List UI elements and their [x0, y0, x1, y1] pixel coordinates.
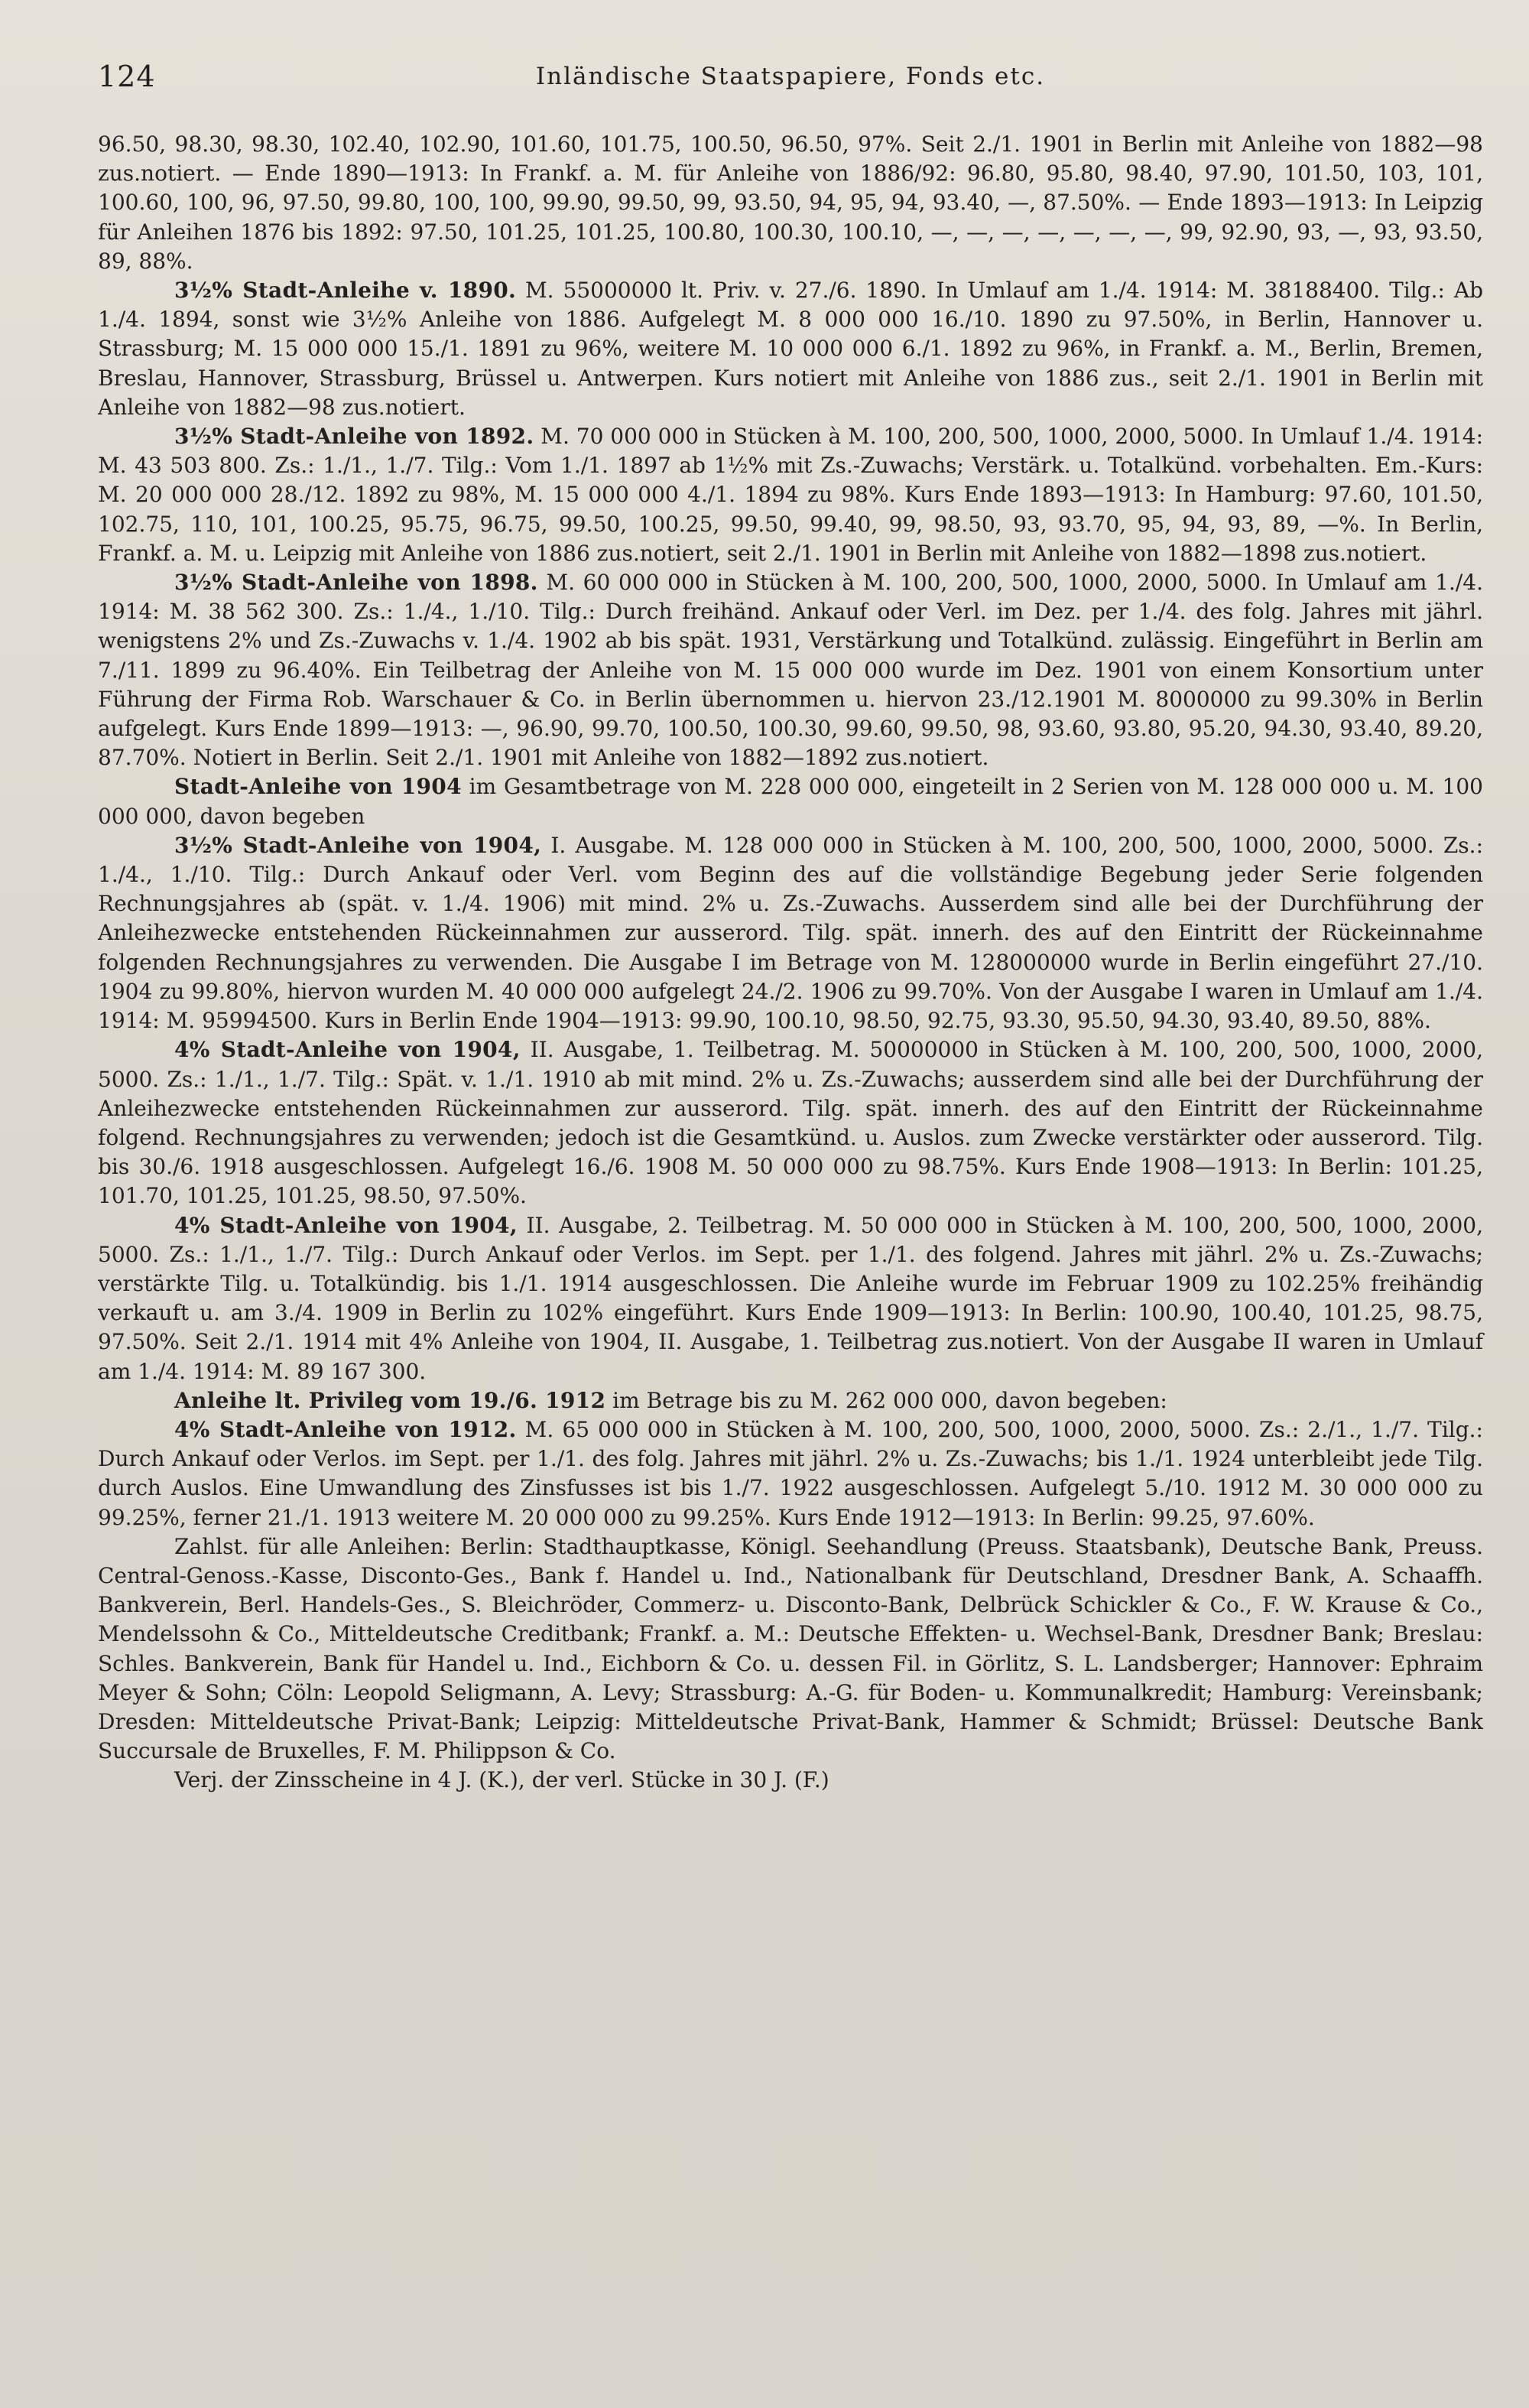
- bond-heading: 4% Stadt-Anleihe von 1912.: [174, 1416, 517, 1442]
- paragraph-text: M. 65 000 000 in Stücken à M. 100, 200, 500, 1000, 2000, 5000. Zs.: 2./1., 1./7. Tilg.: Durch Ankauf oder Verlos. im Sept. per 1./1. des folg. Jahres mit jährl. 2% u. Zs.-Zuwachs; bis 1./1. 1924 unterbleibt jede Tilg. durch Auslos. Eine Umwandlung des Zinsfusses ist bis 1./7. 1922 ausgeschlossen. Aufgelegt 5./10. 1912 M. 30 000 000 zu 99.25%, ferner 21./1. 1913 weitere M. 20 000 000 zu 99.25%. Kurs Ende 1912—1913: In Berlin: 99.25, 97.60%.: [98, 1416, 1483, 1530]
- bond-heading: 3½% Stadt-Anleihe von 1904,: [174, 832, 542, 858]
- paragraph: [98, 276, 1483, 422]
- paragraph: [98, 1211, 1483, 1386]
- bond-heading: 4% Stadt-Anleihe von 1904,: [174, 1212, 518, 1238]
- paragraph: [98, 831, 1483, 1035]
- paragraph-text: M. 55000000 lt. Priv. v. 27./6. 1890. In Umlauf am 1./4. 1914: M. 38188400. Tilg.: Ab 1./4. 1894, sonst wie 3½% Anleihe von 1886. Aufgelegt M. 8 000 000 16./10. 1890 zu 97.50%, in Berlin, Hannover u. Strassburg; M. 15 000 000 15./1. 1891 zu 96%, weitere M. 10 000 000 6./1. 1892 zu 96%, in Frankf. a. M., Berlin, Bremen, Breslau, Hannover, Strassburg, Brüssel u. Antwerpen. Kurs notiert mit Anleihe von 1886 zus., seit 2./1. 1901 in Berlin mit Anleihe von 1882—98 zus.notiert.: [98, 278, 1483, 420]
- paragraph: [98, 1035, 1483, 1210]
- paragraph-text: M. 60 000 000 in Stücken à M. 100, 200, 500, 1000, 2000, 5000. In Umlauf am 1./4. 1914: M. 38 562 300. Zs.: 1./4., 1./10. Tilg.: Durch freihänd. Ankauf oder Verl. im Dez. per 1./4. des folg. Jahres mit jährl. wenigstens 2% und Zs.-Zuwachs v. 1./4. 1902 ab bis spät. 1931, Verstärkung und Totalkünd. zulässig. Eingeführt in Berlin am 7./11. 1899 zu 96.40%. Ein Teilbetrag der Anleihe von M. 15 000 000 wurde im Dez. 1901 von einem Konsortium unter Führung der Firma Rob. Warschauer & Co. in Berlin übernommen u. hiervon 23./12.1901 M. 8000000 zu 99.30% in Berlin aufgelegt. Kurs Ende 1899—1913: —, 96.90, 99.70, 100.50, 100.30, 99.60, 99.50, 98, 93.60, 93.80, 95.20, 94.30, 93.40, 89.20, 87.70%. Notiert in Berlin. Seit 2./1. 1901 mit Anleihe von 1882—1892 zus.notiert.: [98, 570, 1484, 771]
- paragraph-text: im Gesamtbetrage von M. 228 000 000, eingeteilt in 2 Serien von M. 128 000 000 u. M. 100 000 000, davon begeben: [98, 774, 1483, 829]
- bond-heading: 3½% Stadt-Anleihe von 1892.: [174, 424, 534, 450]
- paragraph-text: I. Ausgabe. M. 128 000 000 in Stücken à M. 100, 200, 500, 1000, 2000, 5000. Zs.: 1./4., 1./10. Tilg.: Durch Ankauf oder Verl. vom Beginn des auf die vollständige Begebung jeder Serie folgenden Rechnungsjahres ab (spät. v. 1./4. 1906) mit mind. 2% u. Zs.-Zuwachs. Ausserdem sind alle bei der Durchführung der Anleihezwecke entstehenden Rückeinnahmen zur ausserord. Tilg. spät. innerh. des auf den Eintritt der Rückeinnahme folgenden Rechnungsjahres zu verwenden. Die Ausgabe I im Betrage von M. 128000000 wurde in Berlin eingeführt 27./10. 1904 zu 99.80%, hiervon wurden M. 40 000 000 aufgelegt 24./2. 1906 zu 99.70%. Von der Ausgabe I waren in Umlauf am 1./4. 1914: M. 95994500. Kurs in Berlin Ende 1904—1913: 99.90, 100.10, 98.50, 92.75, 93.30, 95.50, 94.30, 93.40, 89.50, 88%.: [98, 832, 1484, 1034]
- paragraph: [98, 1386, 1483, 1415]
- paragraph-text: II. Ausgabe, 2. Teilbetrag. M. 50 000 000 in Stücken à M. 100, 200, 500, 1000, 2000, 5000. Zs.: 1./1., 1./7. Tilg.: Durch Ankauf oder Verlos. im Sept. per 1./1. des folgend. Jahres mit jährl. 2% u. Zs.-Zuwachs; verstärkte Tilg. u. Totalkündig. bis 1./1. 1914 ausgeschlossen. Die Anleihe wurde im Februar 1909 zu 102.25% freihändig verkauft u. am 3./4. 1909 in Berlin zu 102% eingeführt. Kurs Ende 1909—1913: In Berlin: 100.90, 100.40, 101.25, 98.75, 97.50%. Seit 2./1. 1914 mit 4% Anleihe von 1904, II. Ausgabe, 1. Teilbetrag zus.notiert. Von der Ausgabe II waren in Umlauf am 1./4. 1914: M. 89 167 300.: [98, 1212, 1484, 1384]
- paragraph-text: im Betrage bis zu M. 262 000 000, davon begeben:: [605, 1387, 1167, 1413]
- paragraph: [98, 568, 1483, 772]
- paragraph: [98, 422, 1483, 568]
- bond-heading: 3½% Stadt-Anleihe v. 1890.: [174, 278, 517, 304]
- page-number: 124: [98, 60, 156, 93]
- bond-heading: Anleihe lt. Privileg vom 19./6. 1912: [174, 1387, 606, 1413]
- paragraph: [98, 1532, 1483, 1766]
- paragraph-text: M. 70 000 000 in Stücken à M. 100, 200, 500, 1000, 2000, 5000. In Umlauf 1./4. 1914: M. 43 503 800. Zs.: 1./1., 1./7. Tilg.: Vom 1./1. 1897 ab 1½% mit Zs.-Zuwachs; Verstärk. u. Totalkünd. vorbehalten. Em.-Kurs: M. 20 000 000 28./12. 1892 zu 98%, M. 15 000 000 4./1. 1894 zu 98%. Kurs Ende 1893—1913: In Hamburg: 97.60, 101.50, 102.75, 110, 101, 100.25, 95.75, 96.75, 99.50, 100.25, 99.50, 99.40, 99, 98.50, 93, 93.70, 95, 94, 93, 89, —%. In Berlin, Frankf. a. M. u. Leipzig mit Anleihe von 1886 zus.notiert, seit 2./1. 1901 in Berlin mit Anleihe von 1882—1898 zus.notiert.: [98, 424, 1484, 566]
- paragraph-text: Verj. der Zinsscheine in 4 J. (K.), der verl. Stücke in 30 J. (F.): [174, 1767, 829, 1793]
- paragraph-text: Zahlst. für alle Anleihen: Berlin: Stadthauptkasse, Königl. Seehandlung (Preuss. Staatsbank), Deutsche Bank, Preuss. Central-Genoss.-Kasse, Disconto-Ges., Bank f. Handel u. Ind., Nationalbank für Deutschland, Dresdner Bank, A. Schaaffh. Bankverein, Berl. Handels-Ges., S. Bleichröder, Commerz- u. Disconto-Bank, Delbrück Schickler & Co., F. W. Krause & Co., Mendelssohn & Co., Mitteldeutsche Creditbank; Frankf. a. M.: Deutsche Effekten- u. Wechsel-Bank, Dresdner Bank; Breslau: Schles. Bankverein, Bank für Handel u. Ind., Eichborn & Co. u. dessen Fil. in Görlitz, S. L. Landsberger; Hannover: Ephraim Meyer & Sohn; Cöln: Leopold Seligmann, A. Levy; Strassburg: A.-G. für Boden- u. Kommunalkredit; Hamburg: Vereinsbank; Dresden: Mitteldeutsche Privat-Bank; Leipzig: Mitteldeutsche Privat-Bank, Hammer & Schmidt; Brüssel: Deutsche Bank Succursale de Bruxelles, F. M. Philippson & Co.: [98, 1533, 1483, 1764]
- bond-heading: Stadt-Anleihe von 1904: [174, 774, 462, 800]
- paragraph-text: 96.50, 98.30, 98.30, 102.40, 102.90, 101.60, 101.75, 100.50, 96.50, 97%. Seit 2./1. 1901 in Berlin mit Anleihe von 1882—98 zus.notiert. — Ende 1890—1913: In Frankf. a. M. für Anleihe von 1886/92: 96.80, 95.80, 98.40, 97.90, 101.50, 103, 101, 100.60, 100, 96, 97.50, 99.80, 100, 100, 99.90, 99.50, 99, 93.50, 94, 95, 94, 93.40, —, 87.50%. — Ende 1893—1913: In Leipzig für Anleihen 1876 bis 1892: 97.50, 101.25, 101.25, 100.80, 100.30, 100.10, —, —, —, —, —, —, —, 99, 92.90, 93, —, 93, 93.50, 89, 88%.: [98, 132, 1483, 274]
- paragraph: [98, 130, 1483, 276]
- running-head: Inländische Staatspapiere, Fonds etc.: [535, 63, 1046, 90]
- paragraph: [98, 1766, 1483, 1795]
- paragraph: [98, 1415, 1483, 1532]
- bond-heading: 4% Stadt-Anleihe von 1904,: [174, 1037, 521, 1063]
- bond-heading: 3½% Stadt-Anleihe von 1898.: [174, 570, 538, 596]
- paragraph-text: II. Ausgabe, 1. Teilbetrag. M. 50000000 in Stücken à M. 100, 200, 500, 1000, 2000, 5000. Zs.: 1./1., 1./7. Tilg.: Spät. v. 1./1. 1910 ab mit mind. 2% u. Zs.-Zuwachs; ausserdem sind alle bei der Durchführung der Anleihezwecke entstehenden Rückeinnahmen zur ausserord. Tilg. spät. innerh. des auf den Eintritt der Rückeinnahme folgend. Rechnungsjahres zu verwenden; jedoch ist die Gesamtkünd. u. Auslos. zum Zwecke verstärkter oder ausserord. Tilg. bis 30./6. 1918 ausgeschlossen. Aufgelegt 16./6. 1908 M. 50 000 000 zu 98.75%. Kurs Ende 1908—1913: In Berlin: 101.25, 101.70, 101.25, 101.25, 98.50, 97.50%.: [98, 1037, 1483, 1209]
- body-text: [98, 130, 1483, 1795]
- paragraph: [98, 772, 1483, 830]
- page-header: [98, 60, 1483, 102]
